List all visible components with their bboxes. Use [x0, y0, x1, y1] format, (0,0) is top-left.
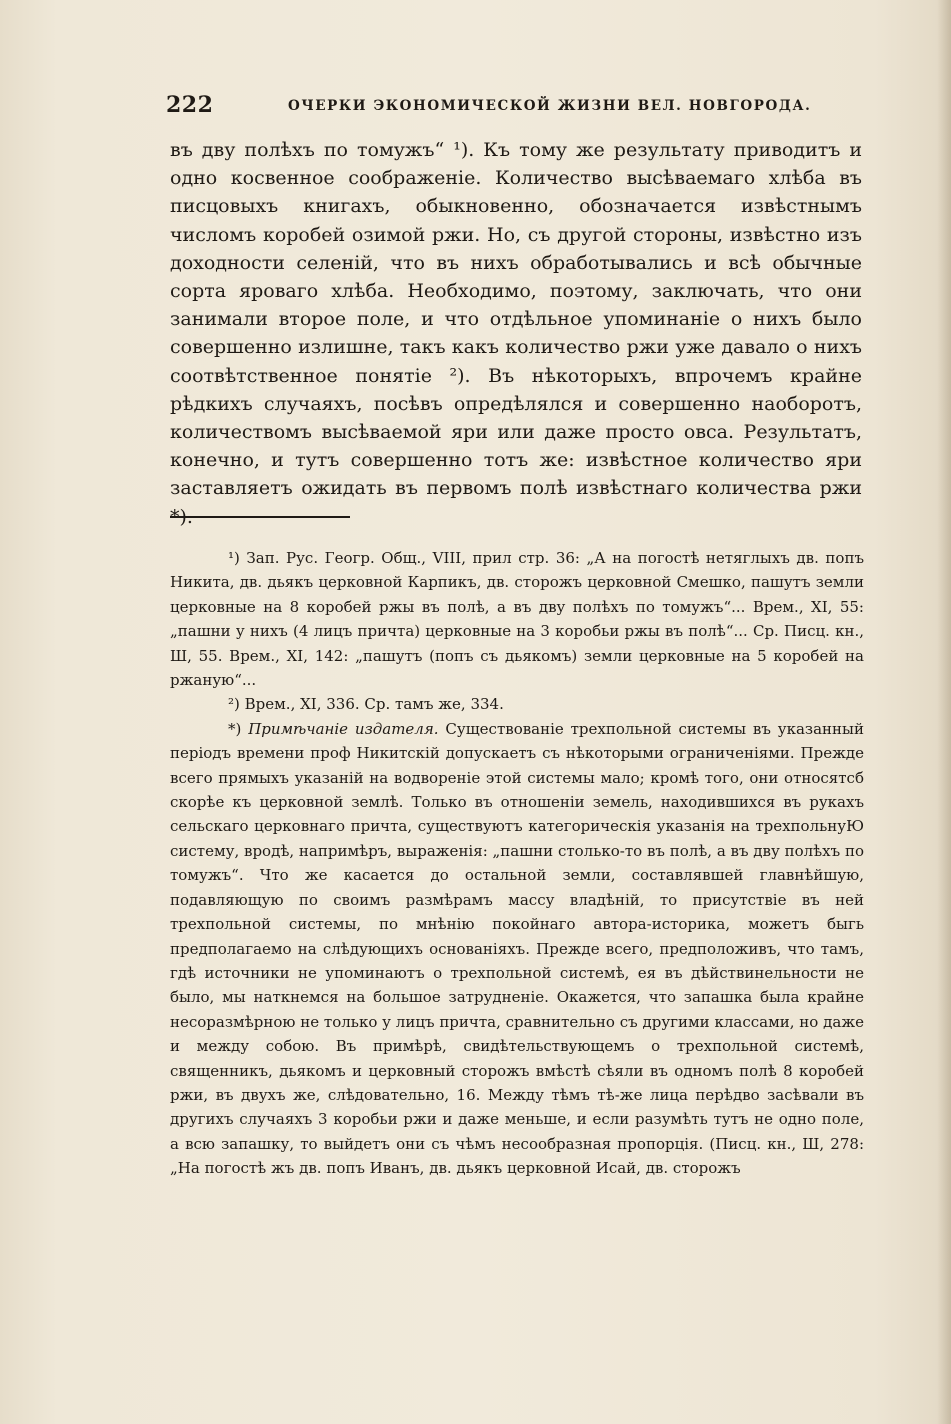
footnote-separator: [170, 516, 350, 518]
main-paragraph: въ дву полѣхъ по томужъ“ ¹). Къ тому же результату приводитъ и одно косвенное соображенiе. Количество высѣваемаго хлѣба въ писцовыхъ книгахъ, обыкновенно, обозначается извѣстнымъ числомъ коробей озимой ржи. Но, съ другой стороны, извѣстно изъ доходности селенiй, что въ нихъ обработывались и всѣ обычные сорта яроваго хлѣба. Необходимо, поэтому, заключать, что они занимали второе поле, и что отдѣльное упоминанiе о нихъ было совершенно излишне, такъ какъ количество ржи уже давало о нихъ соотвѣтственное понятiе ²). Въ нѣкоторыхъ, впрочемъ крайне рѣдкихъ случаяхъ, посѣвъ опредѣлялся и совершенно наоборотъ, количествомъ высѣваемой яри или даже просто овса. Результатъ, конечно, и тутъ совершенно тотъ же: извѣстное количество яри заставляетъ ожидать въ первомъ полѣ извѣстнаго количества ржи *).: [170, 139, 862, 528]
page-header: [166, 92, 866, 122]
page-edge-shadow: [937, 0, 951, 1424]
publisher-note-label: Примѣчанiе издателя.: [248, 719, 439, 738]
running-title: ОЧЕРКИ ЭКОНОМИЧЕСКОЙ ЖИЗНИ ВЕЛ. НОВГОРОДА.: [288, 98, 812, 114]
publisher-note-text: Существованiе трехпольной системы въ указанный перiодъ времени проф Никитскiй допускаетъ съ нѣкоторыми ограниченiями. Прежде всего прямыхъ указанiй на водворенiе этой системы мало; кромѣ того, они относятсб скорѣе къ церковной землѣ. Только въ отношенiи земель, находившихся въ рукахъ сельскаго церковнаго причта, существуютъ категорическiя указанiя на трехпольнуЮ систему, вродѣ, напримѣръ, выраженiя: „пашни столько-то въ полѣ, а въ дву полѣхъ по томужъ“. Что же касается до остальной земли, составлявшей главнѣйшую, подавляющую по своимъ размѣрамъ массу владѣнiй, то присутствiе въ ней трехпольной системы, по мнѣнiю покойнаго автора-историка, можетъ быгь предполагаемо на слѣдующихъ основанiяхъ. Прежде всего, предположивъ, что тамъ, гдѣ источники не упоминаютъ о трехпольной системѣ, ея въ дѣйствинельности не было, мы наткнемся на большое затрудненiе. Окажется, что запашка была крайне несоразмѣрною не только у лицъ причта, сравнительно съ другими классами, но даже и между собою. Въ примѣрѣ, свидѣтельствующемъ о трехпольной системѣ, священникъ, дьякомъ и церковный сторожъ вмѣстѣ сѣяли въ одномъ полѣ 8 коробей ржи, въ двухъ же, слѣдовательно, 16. Между тѣмъ тѣ-же лица перѣдво засѣвали въ другихъ случаяхъ 3 коробьи ржи и даже меньше, и если разумѣть тутъ не одно поле, а всю запашку, то выйдетъ они съ чѣмъ несообразная пропорцiя. (Писц. кн., Ш, 278: „На погостѣ жъ дв. попъ Иванъ, дв. дьякъ церковной Исай, дв. сторожъ: [170, 719, 864, 1178]
page-number: 222: [166, 92, 214, 118]
footnote-2: ²) Врем., XI, 336. Ср. тамъ же, 334.: [228, 695, 504, 714]
main-text: [170, 136, 862, 531]
publisher-note: [170, 717, 864, 1181]
footnote-1: ¹) Зап. Рус. Геогр. Общ., VIII, прил стр. 36: „А на погостѣ нетяглыхъ дв. попъ Никита, дв. дьякъ церковной Карпикъ, дв. сторожъ церковной Смешко, пашутъ земли церковные на 8 коробей ржы въ полѣ, а въ дву полѣхъ по томужъ“... Врем., XI, 55: „пашни у нихъ (4 лицъ причта) церковные на 3 коробьи ржы въ полѣ“... Ср. Писц. кн., Ш, 55. Врем., XI, 142: „пашутъ (попъ съ дьякомъ) земли церковные на 5 коробей на ржаную“...: [170, 549, 864, 690]
footnotes: [170, 546, 864, 1181]
publisher-note-marker: *): [228, 719, 242, 738]
